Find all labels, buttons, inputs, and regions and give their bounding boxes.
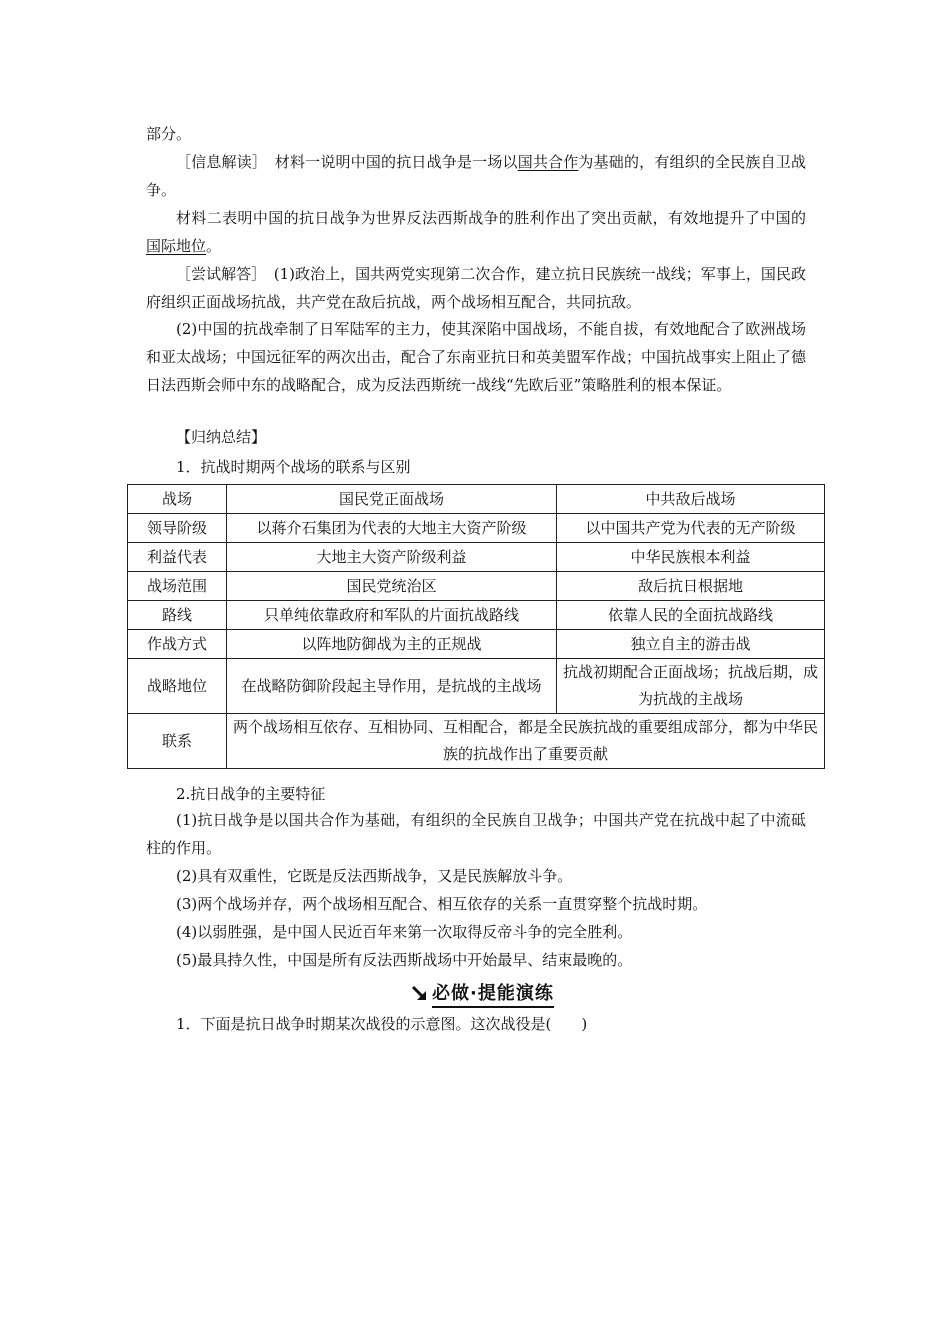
table-row-label: 路线 [128, 601, 227, 630]
table-cell: 抗战初期配合正面战场；抗战后期，成为抗战的主战场 [557, 659, 825, 714]
table-row [128, 714, 825, 769]
table-row-label: 战场范围 [128, 572, 227, 601]
table-header-cell: 国民党正面战场 [227, 485, 557, 514]
feature-item: (1)抗日战争是以国共合作为基础，有组织的全民族自卫战争；中国共产党在抗战中起了中流砥柱的作用。 [146, 811, 806, 857]
material-two-text-end: 。 [206, 237, 222, 255]
table-cell: 以蒋介石集团为代表的大地主大资产阶级 [227, 514, 557, 543]
table-cell: 依靠人民的全面抗战路线 [557, 601, 825, 630]
table-row-label: 作战方式 [128, 630, 227, 659]
info-reading-underline: 国共合作 [517, 153, 579, 171]
table-cell: 中华民族根本利益 [557, 543, 825, 572]
feature-item: (3)两个战场并存，两个战场相互配合、相互依存的关系一直贯穿整个抗战时期。 [176, 895, 708, 913]
question-one: 1．下面是抗日战争时期某次战役的示意图。这次战役是( ) [176, 1015, 588, 1033]
table-cell: 大地主大资产阶级利益 [227, 543, 557, 572]
table-header-row [128, 485, 825, 514]
table-row [128, 630, 825, 659]
battlefield-comparison-table [127, 484, 825, 769]
table-cell: 敌后抗日根据地 [557, 572, 825, 601]
arrow-down-right-icon [410, 984, 428, 1002]
info-reading-label: ［信息解读］ [176, 153, 260, 171]
info-reading-text-end: 为基础的，有组织的全民族自卫战争。 [146, 153, 806, 199]
intro-tail: 部分。 [146, 125, 192, 143]
table-link-cell: 两个战场相互依存、互相协同、互相配合，都是全民族抗战的重要组成部分，都为中华民族的抗战作出了重要贡献 [227, 714, 825, 769]
practice-banner [410, 980, 554, 1006]
features-title: 2.抗日战争的主要特征 [176, 785, 326, 803]
table-row-label: 联系 [128, 714, 227, 769]
table-row [128, 543, 825, 572]
table-cell: 只单纯依靠政府和军队的片面抗战路线 [227, 601, 557, 630]
answer-one-paragraph [146, 260, 806, 316]
summary-title: 【归纳总结】 [176, 428, 267, 446]
table-row-label: 战略地位 [128, 659, 227, 714]
table-row [128, 659, 825, 714]
material-two-text: 材料二表明中国的抗日战争为世界反法西斯战争的胜利作出了突出贡献，有效地提升了中国的 [176, 209, 806, 227]
answer-one-text: (1)政治上，国共两党实现第二次合作，建立抗日民族统一战线；军事上，国民政府组织正面战场抗战，共产党在敌后抗战，两个战场相互配合，共同抗敌。 [146, 265, 806, 311]
table-cell: 国民党统治区 [227, 572, 557, 601]
summary-subtitle: 1．抗战时期两个战场的联系与区别 [176, 458, 411, 476]
table-cell: 以阵地防御战为主的正规战 [227, 630, 557, 659]
answer-two-paragraph: (2)中国的抗战牵制了日军陆军的主力，使其深陷中国战场，不能自拔，有效地配合了欧洲战场和亚太战场；中国远征军的两次出击，配合了东南亚抗日和英美盟军作战；中国抗战事实上阻止了德日法西斯会师中东的战略配合，成为反法西斯统一战线“先欧后亚”策略胜利的根本保证。 [146, 320, 807, 394]
info-reading-text: 材料一说明中国的抗日战争是一场以 [274, 153, 518, 171]
table-cell: 独立自主的游击战 [557, 630, 825, 659]
table-cell: 以中国共产党为代表的无产阶级 [557, 514, 825, 543]
feature-item: (4)以弱胜强，是中国人民近百年来第一次取得反帝斗争的完全胜利。 [176, 923, 633, 941]
table-row [128, 572, 825, 601]
answer-label: ［尝试解答］ [176, 265, 259, 283]
table-cell: 在战略防御阶段起主导作用，是抗战的主战场 [227, 659, 557, 714]
material-two-underline: 国际地位 [146, 237, 207, 255]
info-reading-paragraph [146, 148, 806, 204]
table-row [128, 514, 825, 543]
table-row-label: 领导阶级 [128, 514, 227, 543]
feature-item: (2)具有双重性，它既是反法西斯战争，又是民族解放斗争。 [176, 867, 573, 885]
table-header-cell: 中共敌后战场 [557, 485, 825, 514]
table-row [128, 601, 825, 630]
material-two-paragraph [146, 204, 806, 260]
feature-item: (5)最具持久性，中国是所有反法西斯战场中开始最早、结束最晚的。 [176, 951, 633, 969]
practice-banner-text: 必做·提能演练 [432, 979, 554, 1008]
table-row-label: 利益代表 [128, 543, 227, 572]
table-header-cell: 战场 [128, 485, 227, 514]
